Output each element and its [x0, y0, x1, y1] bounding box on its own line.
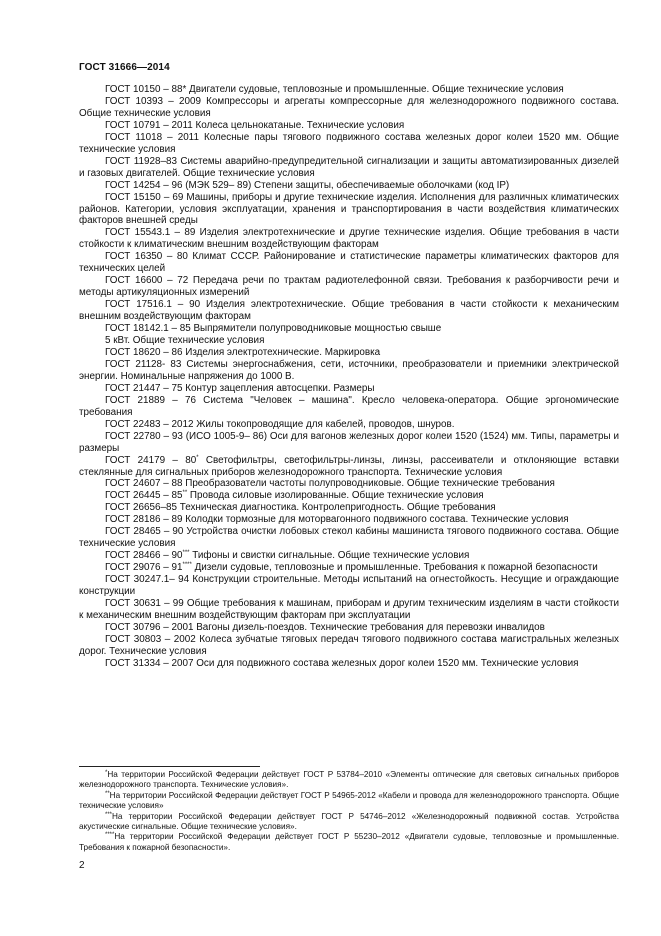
footnote-item: **На территории Российской Федерации действует ГОСТ Р 54965-2012 «Кабели и провода для железнодорожного транспорта. Общие технические условия»: [79, 790, 619, 811]
reference-item: ГОСТ 11018 – 2011 Колесные пары тягового подвижного состава железных дорог колеи 1520 мм. Общие технические условия: [79, 131, 619, 155]
reference-item: ГОСТ 30803 – 2002 Колеса зубчатые тяговых передач тягового подвижного состава магистральных железных дорог. Технические условия: [79, 633, 619, 657]
reference-item: ГОСТ 11928–83 Системы аварийно-предупредительной сигнализации и защиты автоматизированных дизелей и газовых двигателей. Общие технические условия: [79, 155, 619, 179]
reference-item: ГОСТ 22780 – 93 (ИСО 1005-9– 86) Оси для вагонов железных дорог колеи 1520 (1524) мм. Типы, параметры и размеры: [79, 430, 619, 454]
reference-item: ГОСТ 21128- 83 Системы энергоснабжения, сети, источники, преобразователи и приемники электрической энергии. Номинальные напряжения до 1000 В.: [79, 358, 619, 382]
footnote-separator: [79, 766, 260, 767]
footnote-mark: ***: [105, 811, 113, 818]
footnote-mark: **: [182, 490, 188, 497]
reference-item: ГОСТ 16600 – 72 Передача речи по трактам радиотелефонной связи. Требования к разборчивости речи и методы артикуляционных измерений: [79, 275, 619, 299]
reference-item: ГОСТ 28466 – 90*** Тифоны и свистки сигнальные. Общие технические условия: [105, 550, 470, 562]
reference-item: ГОСТ 15150 – 69 Машины, приборы и другие технические изделия. Исполнения для различных климатических районов. Категории, условия эксплуатации, хранения и транспортирования в части воздействия климатических факторов внешней среды: [79, 191, 619, 227]
reference-item: ГОСТ 18142.1 – 85 Выпрямители полупроводниковые мощностью свыше: [105, 323, 442, 335]
reference-item: ГОСТ 16350 – 80 Климат СССР. Районирование и статистические параметры климатических факторов для технических целей: [79, 251, 619, 275]
reference-item: ГОСТ 30631 – 99 Общие требования к машинам, приборам и другим техническим изделиям в части стойкости к механическим внешним воздействующим факторам при эксплуатации: [79, 597, 619, 621]
reference-item: ГОСТ 26656–85 Техническая диагностика. Контролепригодность. Общие требования: [105, 502, 496, 514]
reference-item: ГОСТ 21447 – 75 Контур зацепления автосцепки. Размеры: [105, 382, 375, 394]
page-header: ГОСТ 31666—2014: [79, 62, 170, 73]
reference-item: 5 кВт. Общие технические условия: [105, 335, 265, 347]
reference-item: ГОСТ 31334 – 2007 Оси для подвижного состава железных дорог колеи 1520 мм. Технические условия: [105, 657, 579, 669]
footnote-mark: ****: [105, 832, 115, 839]
reference-item: ГОСТ 29076 – 91**** Дизели судовые, тепловозные и промышленные. Требования к пожарной безопасности: [105, 562, 598, 574]
footnote-mark: *: [196, 454, 199, 461]
footnote-mark: *: [105, 770, 108, 776]
reference-item: ГОСТ 30247.1– 94 Конструкции строительные. Методы испытаний на огнестойкость. Несущие и ограждающие конструкции: [79, 574, 619, 598]
reference-item: ГОСТ 10791 – 2011 Колеса цельнокатаные. Технические условия: [105, 119, 405, 131]
reference-item: ГОСТ 18620 – 86 Изделия электротехнические. Маркировка: [105, 346, 381, 358]
reference-item: ГОСТ 30796 – 2001 Вагоны дизель-поездов. Технические требования для перевозки инвалидов: [105, 621, 545, 633]
footnote-mark: **: [105, 790, 110, 797]
footnote-mark: ****: [182, 562, 192, 569]
normative-references: [79, 84, 619, 670]
footnotes: [79, 770, 619, 853]
reference-item: ГОСТ 28186 – 89 Колодки тормозные для моторвагонного подвижного состава. Технические условия: [105, 514, 569, 526]
reference-item: ГОСТ 10150 – 88* Двигатели судовые, тепловозные и промышленные. Общие технические условия: [105, 84, 564, 95]
reference-item: ГОСТ 15543.1 – 89 Изделия электротехнические и другие технические изделия. Общие требования в части стойкости к климатическим внешним воздействующим факторам: [79, 227, 619, 251]
reference-item: ГОСТ 28465 – 90 Устройства очистки лобовых стекол кабины машиниста тягового подвижного состава. Общие технические условия: [79, 526, 619, 550]
reference-item: ГОСТ 26445 – 85** Провода силовые изолированные. Общие технические условия: [105, 490, 484, 502]
footnote-mark: ***: [182, 550, 190, 557]
reference-item: ГОСТ 14254 – 96 (МЭК 529– 89) Степени защиты, обеспечиваемые оболочками (код IP): [105, 179, 510, 191]
reference-item: ГОСТ 21889 – 76 Система "Человек – машина". Кресло человека-оператора. Общие эргономические требования: [79, 394, 619, 418]
page-number: 2: [79, 860, 85, 871]
reference-item: ГОСТ 10393 – 2009 Компрессоры и агрегаты компрессорные для железнодорожного подвижного состава. Общие технические условия: [79, 95, 619, 119]
reference-item: ГОСТ 22483 – 2012 Жилы токопроводящие для кабелей, проводов, шнуров.: [105, 418, 455, 430]
reference-item: ГОСТ 24607 – 88 Преобразователи частоты полупроводниковые. Общие технические требования: [105, 478, 555, 490]
footnote-item: ****На территории Российской Федерации действует ГОСТ Р 55230–2012 «Двигатели судовые, тепловозные и промышленные. Требования к пожарной безопасности».: [79, 832, 619, 852]
footnote-item: ***На территории Российской Федерации действует ГОСТ Р 54746–2012 «Железнодорожный подвижной состав. Устройства акустические сигнальные. Общие технические условия».: [79, 811, 619, 832]
reference-item: ГОСТ 17516.1 – 90 Изделия электротехнические. Общие требования в части стойкости к механическим внешним воздействующим факторам: [79, 299, 619, 323]
footnote-item: *На территории Российской Федерации действует ГОСТ Р 53784–2010 «Элементы оптические для световых сигнальных приборов железнодорожного транспорта. Технические условия».: [79, 770, 619, 790]
reference-item: ГОСТ 24179 – 80* Светофильтры, светофильтры-линзы, линзы, рассеиватели и отклоняющие вставки стеклянные для сигнальных приборов железнодорожного транспорта. Технические условия: [79, 454, 619, 478]
